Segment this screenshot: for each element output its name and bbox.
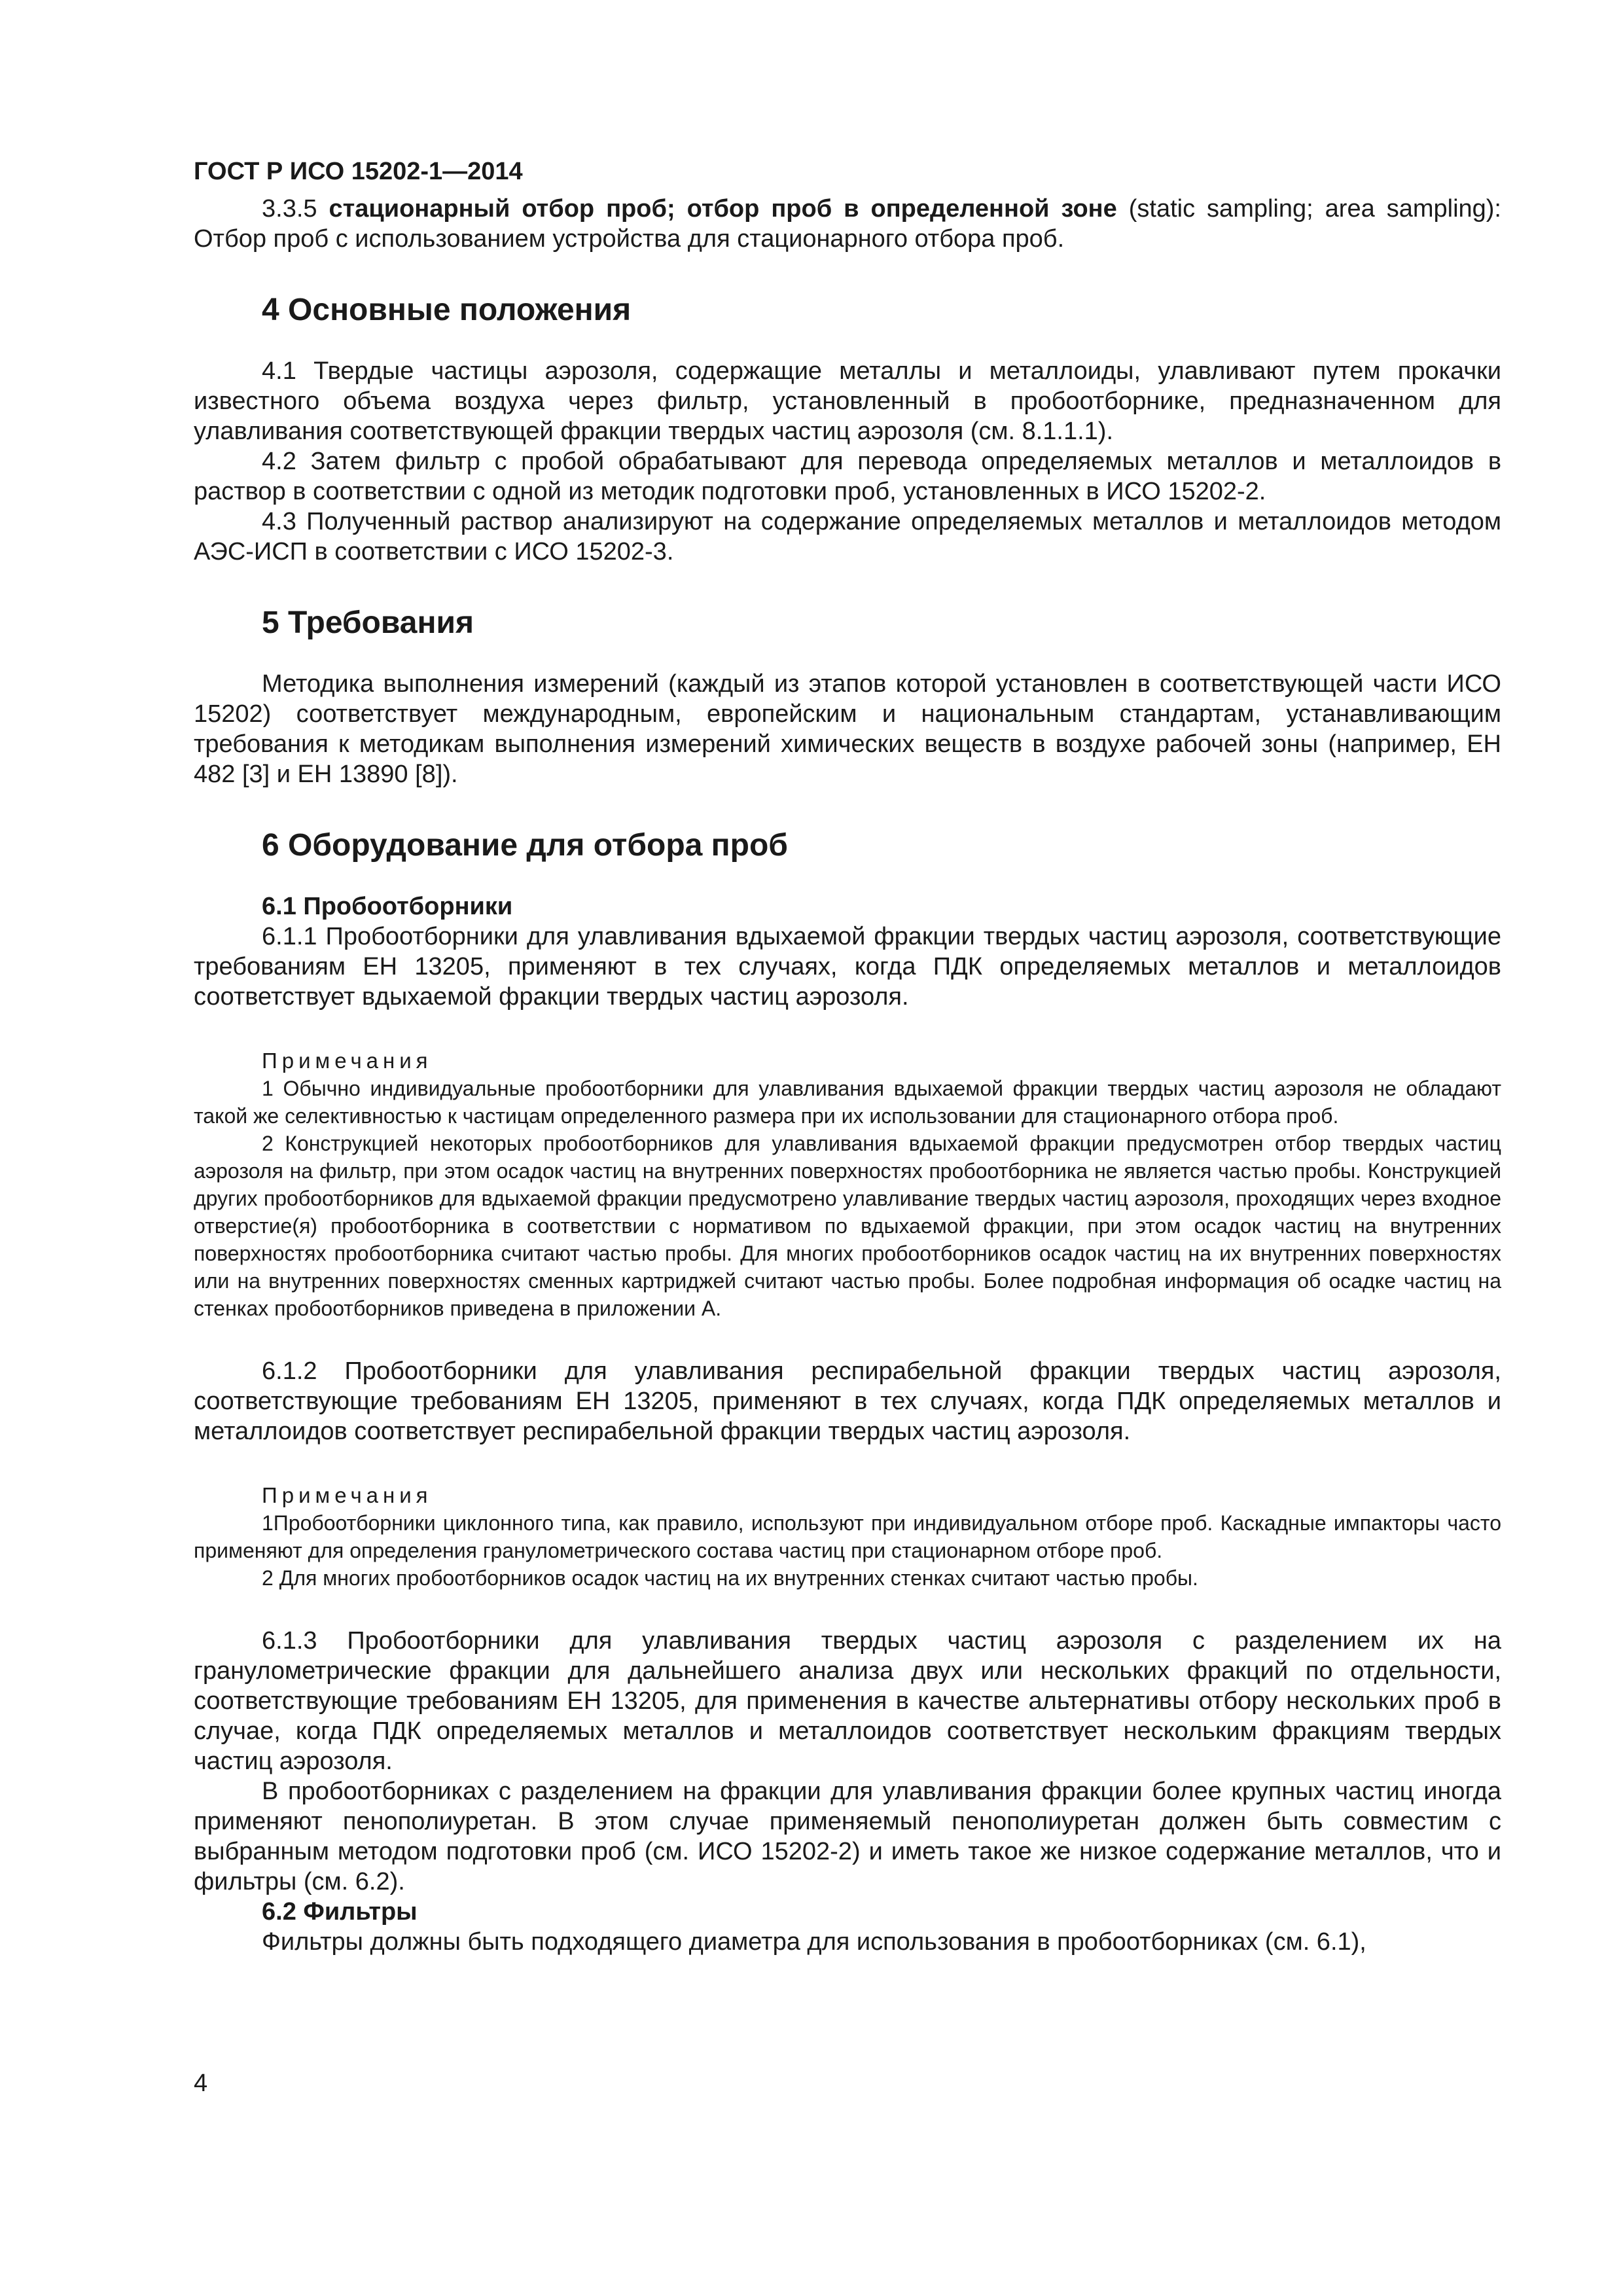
clause-6-1-3-continued: В пробоотборниках с разделением на фракции для улавливания фракции более крупных частиц иногда применяют пенополиуретан. В этом случае применяемый пенополиуретан должен быть совместим с выбранным методом подготовки проб (см. ИСО 15202-2) и иметь такое же низкое содержание металлов, что и фильтры (см. 6.2). [194, 1778, 1501, 1895]
clause-6-1-1: 6.1.1 Пробоотборники для улавливания вдыхаемой фракции твердых частиц аэрозоля, соответствующие требованиям ЕН 13205, применяют в тех случаях, когда ПДК определяемых металлов и металлоидов соответствует вдыхаемой фракции твердых частиц аэрозоля. [194, 923, 1501, 1011]
section-5-heading: 5 Требования [262, 605, 474, 640]
page-number: 4 [194, 2070, 208, 2097]
subsection-6-1-heading: 6.1 Пробоотборники [262, 893, 513, 920]
clause-number: 3.3.5 [262, 195, 329, 223]
clause-6-1-3: 6.1.3 Пробоотборники для улавливания твердых частиц аэрозоля с разделением их на гранулометрические фракции для дальнейшего анализа двух или нескольких фракций по отдельности, соответствующие требованиям ЕН 13205, для применения в качестве альтернативы отбору нескольких проб в случае, когда ПДК определяемых металлов и металлоидов соответствует нескольким фракциям твердых частиц аэрозоля. [194, 1627, 1501, 1775]
notes-title: Примечания [262, 1049, 433, 1073]
section-6-heading: 6 Оборудование для отбора проб [262, 828, 788, 863]
clause-4-1: 4.1 Твердые частицы аэрозоля, содержащие металлы и металлоиды, улавливают путем прокачки известного объема воздуха через фильтр, установленный в пробоотборнике, предназначенном для улавливания соответствующей фракции твердых частиц аэрозоля (см. 8.1.1.1). [194, 357, 1501, 445]
clause-4-3: 4.3 Полученный раствор анализируют на содержание определяемых металлов и металлоидов методом АЭС-ИСП в соответствии с ИСО 15202-3. [194, 508, 1501, 565]
clause-3-3-5 [194, 194, 1501, 254]
note-1: 1Пробоотборники циклонного типа, как правило, используют при индивидуальном отборе проб. Каскадные импакторы часто применяют для определения гранулометрического состава частиц при стационарном отборе проб. [194, 1511, 1501, 1562]
note-2: 2 Для многих пробоотборников осадок частиц на их внутренних стенках считают частью пробы. [262, 1566, 1198, 1590]
subsection-6-2-heading: 6.2 Фильтры [262, 1898, 418, 1926]
clause-6-2-paragraph: Фильтры должны быть подходящего диаметра для использования в пробоотборниках (см. 6.1), [262, 1928, 1366, 1956]
section-5-paragraph: Методика выполнения измерений (каждый из этапов которой установлен в соответствующей части ИСО 15202) соответствует международным, европейским и национальным стандартам, устанавливающим требования к методикам выполнения измерений химических веществ в воздухе рабочей зоны (например, ЕН 482 [3] и ЕН 13890 [8]). [194, 670, 1501, 788]
term-definition: (static sampling; area sampling): Отбор проб с использованием устройства для стационарного отбора проб. [194, 195, 1501, 253]
page-content [194, 156, 1501, 1957]
clause-4-2: 4.2 Затем фильтр с пробой обрабатывают для перевода определяемых металлов и металлоидов в раствор в соответствии с одной из методик подготовки проб, установленных в ИСО 15202-2. [194, 448, 1501, 505]
note-1: 1 Обычно индивидуальные пробоотборники для улавливания вдыхаемой фракции твердых частиц аэрозоля не обладают такой же селективностью к частицам определенного размера при их использовании для стационарного отбора проб. [194, 1077, 1501, 1128]
clause-6-1-2: 6.1.2 Пробоотборники для улавливания респирабельной фракции твердых частиц аэрозоля, соответствующие требованиям ЕН 13205, применяют в тех случаях, когда ПДК определяемых металлов и металлоидов соответствует респирабельной фракции твердых частиц аэрозоля. [194, 1357, 1501, 1445]
document-header: ГОСТ Р ИСО 15202-1—2014 [194, 158, 523, 185]
term-title: стационарный отбор проб; отбор проб в определенной зоне [329, 195, 1117, 223]
section-4-heading: 4 Основные положения [262, 293, 632, 327]
notes-title: Примечания [262, 1483, 433, 1507]
note-2: 2 Конструкцией некоторых пробоотборников для улавливания вдыхаемой фракции предусмотрен отбор твердых частиц аэрозоля на фильтр, при этом осадок частиц на внутренних поверхностях пробоотборника не является частью пробы. Конструкцией других пробоотборников для вдыхаемой фракции предусмотрено улавливание твердых частиц аэрозоля, проходящих через входное отверстие(я) пробоотборника в соответствии с нормативом по вдыхаемой фракции, при этом осадок частиц на внутренних поверхностях пробоотборника считают частью пробы. Для многих пробоотборников осадок частиц на их внутренних поверхностях или на внутренних поверхностях сменных картриджей считают частью пробы. Более подробная информация об осадке частиц на стенках пробоотборников приведена в приложении А. [194, 1132, 1501, 1320]
